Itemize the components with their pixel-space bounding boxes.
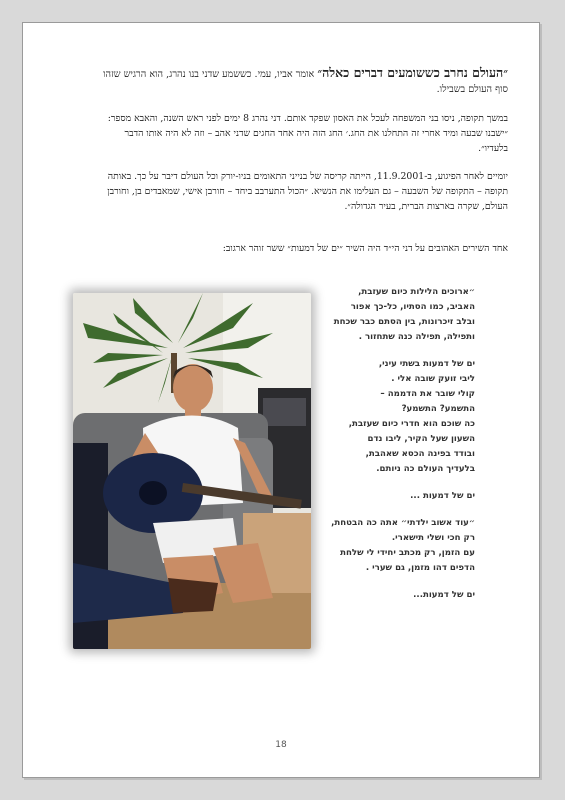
- poem-line: ובלב זיכרונות, בין הסתם כבר שכחת: [333, 317, 475, 327]
- poem-line: ״עוד אשוב ילדתי״ אתה כה הבטחת,: [331, 518, 475, 528]
- document-page: [22, 22, 540, 778]
- poem-line: ים של דמעות בשתי עיני,: [378, 359, 475, 369]
- photo-illustration: [73, 293, 311, 649]
- guitar-photo: [73, 293, 311, 649]
- poem-line: התשמע? התשמע?: [401, 404, 475, 414]
- poem-line: ים של דמעות ...: [410, 491, 475, 501]
- paragraph-4: אחד השירים האהובים על דני הי״ד היה השיר ״ים של דמעות״ ששר זוהר ארגוב:: [222, 243, 508, 254]
- page-number: 18: [275, 740, 287, 750]
- lead-quote: ״העולם נחרב כששומעים דברים כאלה״: [317, 65, 508, 80]
- poem-line: האביב, כמו הסתיו, כל-כך אפור: [350, 302, 475, 312]
- lead-rest: אומר אביו, עמי. כששמע שדני בנו נהרג, הוא הרגיש שזהו סוף העולם בשבילו.: [103, 69, 508, 95]
- poem-line: בלעדיך העולם כה ניותם.: [376, 464, 475, 474]
- poem-line: ובודד בפינה הכסא שאהבת,: [365, 449, 475, 459]
- lead-paragraph: [103, 65, 508, 97]
- poem-line: ליבי זועק שובה אלי .: [391, 374, 475, 384]
- poem-line: ״ארוכים הלילות כיום שעזבת,: [358, 287, 475, 297]
- poem-line: הדפים דהו מזמן, גם שערי .: [365, 563, 475, 573]
- poem-line: ותפילה, תפילה כנה שתחזור .: [358, 332, 475, 342]
- poem-line: ים של דמעות...: [413, 590, 475, 600]
- poem-line: השעון שעל הקיר, ליבו נדם: [367, 434, 475, 444]
- paragraph-3: יומיים לאחר הפיגוע, ב-11.9.2001, הייתה קריסה של בנייני התאומים בניו-יורק וכל העולם דיבר על כך. באותה תקופה – התקופה של השבעה – גם העלימו את הנשיא. ״הכול התערבב ביחד – חורבן אישי, שמאבדים בן, וחורבן העולם, שקרה בארצות הברית, בעיר הגדולה״.: [107, 171, 508, 212]
- poem-line: עם הזמן, רק מכתב יחידי לי שלחת: [340, 548, 475, 558]
- poem-line: רק חכי ושלי תישארי.: [391, 533, 475, 543]
- poem-line: כה שוכם הוא חדרי כיום שעזבת,: [348, 419, 475, 429]
- poem-line: קולי שובר את הדממה –: [380, 389, 475, 399]
- paragraph-2: במשך תקופה, ניסו בני המשפחה לעכל את האסון שפקד אותם. דני נהרג 8 ימים לפני ראש השנה, והאבא מספר: ״ישבנו שבעה ומיד אחרי זה התחלנו את החג.׳ החג הזה היה אחד החגים שדני אהב – וזה לא היה אותו הדבר בלעדיו״.: [107, 113, 508, 154]
- poem-lyrics: [325, 285, 475, 603]
